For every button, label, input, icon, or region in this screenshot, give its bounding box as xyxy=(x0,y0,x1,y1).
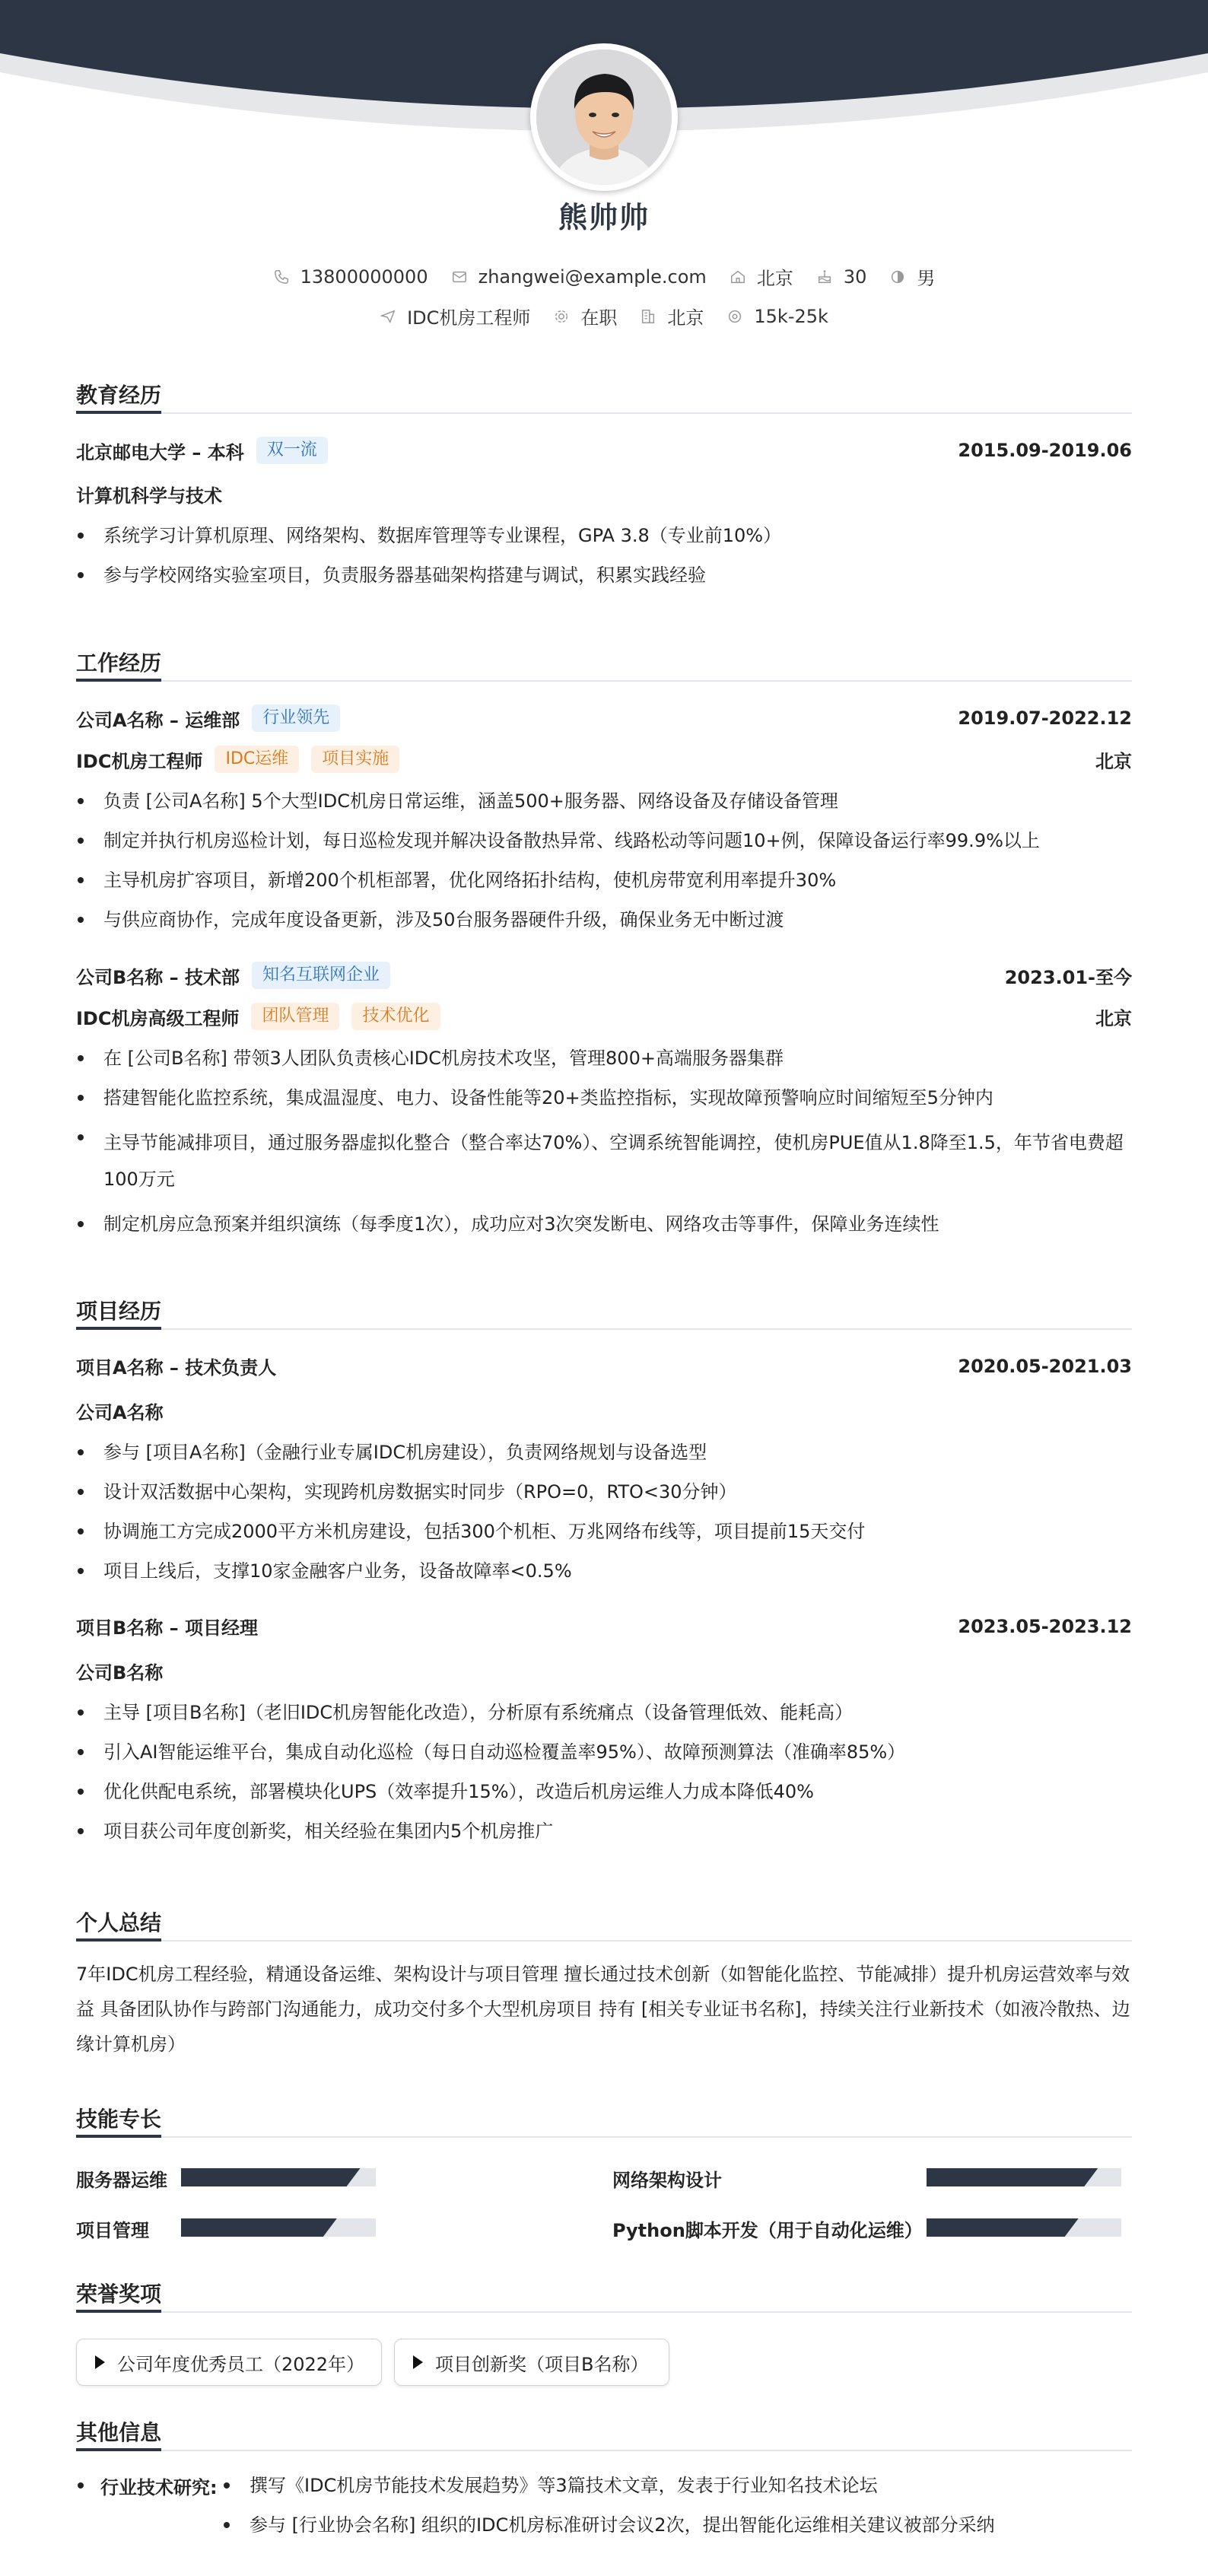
role-tag: 团队管理 xyxy=(251,1003,339,1030)
list-item: 撰写《IDC机房节能技术发展趋势》等3篇技术文章，发表于行业知名技术论坛 xyxy=(222,2473,1132,2498)
list-item: 项目获公司年度创新奖，相关经验在集团内5个机房推广 xyxy=(76,1818,1132,1844)
cake-icon xyxy=(816,269,833,285)
age-text: 30 xyxy=(843,266,867,288)
list-item: 优化供配电系统，部署模块化UPS（效率提升15%），改造后机房运维人力成本降低40% xyxy=(76,1779,1132,1805)
contact-row xyxy=(0,263,1208,290)
job-title-item xyxy=(380,303,530,329)
skill-label: 服务器运维 xyxy=(76,2170,167,2191)
company-tag: 知名互联网企业 xyxy=(252,962,390,989)
status-text: 在职 xyxy=(580,307,618,329)
skill-bar-fill xyxy=(927,2168,1098,2186)
company-tag: 行业领先 xyxy=(252,704,340,732)
gear-icon xyxy=(553,308,570,325)
work-section xyxy=(76,647,1132,1237)
list-item: 协调施工方完成2000平方米机房建设，包括300个机柜、万兆网络布线等，项目提前15天交付 xyxy=(76,1519,1132,1544)
job-location: 北京 xyxy=(1095,1007,1132,1029)
skill-label: 网络架构设计 xyxy=(612,2170,722,2191)
list-item: 系统学习计算机原理、网络架构、数据库管理等专业课程，GPA 3.8（专业前10%） xyxy=(76,523,1132,549)
major: 计算机科学与技术 xyxy=(76,485,222,507)
award-text: 公司年度优秀员工（2022年） xyxy=(117,2353,365,2375)
hometown-item xyxy=(730,263,793,290)
phone-icon xyxy=(273,269,290,285)
job-role-row xyxy=(76,1003,1132,1030)
gender-icon xyxy=(889,269,906,285)
skill-label: 项目管理 xyxy=(76,2220,149,2241)
education-bullets xyxy=(76,523,1132,588)
job-role-row xyxy=(76,746,1132,773)
skill-bar-track xyxy=(927,2218,1121,2237)
award-text: 项目创新奖（项目B名称） xyxy=(435,2353,649,2375)
list-item: 项目上线后，支撑10家金融客户业务，设备故障率<0.5% xyxy=(76,1558,1132,1584)
mail-icon xyxy=(451,269,468,285)
project-bullets xyxy=(76,1700,1132,1844)
list-item: 主导 [项目B名称]（老旧IDC机房智能化改造），分析原有系统痛点（设备管理低效、能耗高） xyxy=(76,1700,1132,1725)
list-item: 参与 [项目A名称]（金融行业专属IDC机房建设），负责网络规划与设备选型 xyxy=(76,1439,1132,1465)
skill-bar-track xyxy=(927,2168,1121,2186)
section-title: 工作经历 xyxy=(76,647,1132,682)
job-header xyxy=(76,704,1132,732)
school-tag: 双一流 xyxy=(256,437,328,464)
project-bullets xyxy=(76,1439,1132,1584)
summary-section xyxy=(76,1907,1132,2062)
job-title-text: IDC机房工程师 xyxy=(407,307,531,329)
triangle-icon xyxy=(413,2355,423,2369)
education-header xyxy=(76,437,1132,464)
gender-text: 男 xyxy=(917,268,936,289)
gender-item xyxy=(889,263,935,290)
bullet-dot xyxy=(78,2482,84,2489)
other-label-wrap xyxy=(76,2473,218,2499)
skill-bar-track xyxy=(181,2168,376,2186)
other-content xyxy=(76,2473,1132,2556)
project-org: 公司B名称 xyxy=(76,1662,164,1684)
candidate-name: 熊帅帅 xyxy=(558,201,650,234)
skill-bar-track xyxy=(181,2218,376,2237)
triangle-icon xyxy=(95,2355,105,2369)
list-item: 制定机房应急预案并组织演练（每季度1次），成功应对3次突发断电、网络攻击等事件，保障业务连续性 xyxy=(76,1211,1132,1237)
list-item: 参与 [行业协会名称] 组织的IDC机房标准研讨会议2次，提出智能化运维相关建议被部分采纳 xyxy=(222,2512,1132,2538)
project-name: 项目B名称 – 项目经理 xyxy=(76,1617,259,1639)
phone-item xyxy=(273,266,428,288)
role-tag: 技术优化 xyxy=(351,1003,440,1030)
summary-text: 7年IDC机房工程经验，精通设备运维、架构设计与项目管理 擅长通过技术创新（如智能化监控、节能减排）提升机房运营效率与效益 具备团队协作与跨部门沟通能力，成功交付多个大型机房项目 持有 [相关专业证书名称]，持续关注行业新技术（如液冷散热、边缘计算机房） xyxy=(76,1964,1130,2055)
award-item xyxy=(394,2339,669,2386)
education-section xyxy=(76,379,1132,588)
other-label: 行业技术研究: xyxy=(100,2477,218,2498)
avatar xyxy=(530,43,678,191)
job-intent-row xyxy=(0,303,1208,329)
project-header xyxy=(76,1613,1132,1639)
list-item: 搭建智能化监控系统，集成温湿度、电力、设备性能等20+类监控指标，实现故障预警响应时间缩短至5分钟内 xyxy=(76,1085,1132,1111)
section-title: 技能专长 xyxy=(76,2103,1132,2138)
list-item: 制定并执行机房巡检计划，每日巡检发现并解决设备散热异常、线路松动等问题10+例，保障设备运行率99.9%以上 xyxy=(76,828,1132,854)
role-tag: 项目实施 xyxy=(311,746,399,773)
project-org: 公司A名称 xyxy=(76,1402,164,1423)
job-date: 2019.07-2022.12 xyxy=(958,708,1132,729)
section-title: 个人总结 xyxy=(76,1907,1132,1942)
email-item xyxy=(451,266,707,288)
school-name: 北京邮电大学 – 本科 xyxy=(76,441,244,463)
job-role: IDC机房工程师 xyxy=(76,750,203,772)
salary-item xyxy=(726,306,828,327)
list-item: 在 [公司B名称] 带领3人团队负责核心IDC机房技术攻坚，管理800+高端服务器集群 xyxy=(76,1045,1132,1071)
project-date: 2023.05-2023.12 xyxy=(958,1615,1132,1637)
section-title: 项目经历 xyxy=(76,1295,1132,1330)
skill-bar-fill xyxy=(927,2218,1079,2237)
award-item xyxy=(76,2339,382,2386)
other-bullets xyxy=(222,2473,1132,2538)
list-item: 引入AI智能运维平台，集成自动化巡检（每日自动巡检覆盖率95%）、故障预测算法（准确率85%） xyxy=(76,1739,1132,1765)
job-date: 2023.01-至今 xyxy=(1004,966,1132,988)
job-header xyxy=(76,962,1132,989)
list-item: 参与学校网络实验室项目，负责服务器基础架构搭建与调试，积累实践经验 xyxy=(76,562,1132,588)
other-section xyxy=(76,2416,1132,2556)
section-title: 荣誉奖项 xyxy=(76,2278,1132,2313)
job-role: IDC机房高级工程师 xyxy=(76,1007,240,1029)
skill-bar-fill xyxy=(181,2218,337,2237)
skill-bar-fill xyxy=(181,2168,361,2186)
coin-icon xyxy=(726,308,743,325)
home-icon xyxy=(730,269,746,285)
skills-section xyxy=(76,2103,1132,2241)
education-date: 2015.09-2019.06 xyxy=(958,440,1132,461)
list-item: 与供应商协作，完成年度设备更新，涉及50台服务器硬件升级，确保业务无中断过渡 xyxy=(76,907,1132,933)
skill-label: Python脚本开发（用于自动化运维） xyxy=(612,2220,923,2241)
project-date: 2020.05-2021.03 xyxy=(958,1355,1132,1377)
list-item: 设计双活数据中心架构，实现跨机房数据实时同步（RPO=0，RTO<30分钟） xyxy=(76,1479,1132,1505)
send-icon xyxy=(380,308,396,325)
awards-section xyxy=(76,2278,1132,2392)
email-text: zhangwei@example.com xyxy=(478,266,707,288)
age-item xyxy=(816,266,867,288)
project-name: 项目A名称 – 技术负责人 xyxy=(76,1357,277,1379)
projects-section xyxy=(76,1295,1132,1844)
section-title: 教育经历 xyxy=(76,379,1132,414)
job-bullets xyxy=(76,788,1132,933)
city-text: 北京 xyxy=(667,307,704,329)
list-item: 主导节能减排项目，通过服务器虚拟化整合（整合率达70%）、空调系统智能调控，使机房PUE值从1.8降至1.5，年节省电费超100万元 xyxy=(76,1124,1132,1197)
list-item: 负责 [公司A名称] 5个大型IDC机房日常运维，涵盖500+服务器、网络设备及存储设备管理 xyxy=(76,788,1132,814)
job-bullets xyxy=(76,1045,1132,1237)
status-item xyxy=(553,303,617,329)
company-name: 公司A名称 – 运维部 xyxy=(76,709,240,731)
list-item: 主导机房扩容项目，新增200个机柜部署，优化网络拓扑结构，使机房带宽利用率提升30% xyxy=(76,867,1132,893)
project-header xyxy=(76,1353,1132,1379)
section-title: 其他信息 xyxy=(76,2416,1132,2451)
role-tag: IDC运维 xyxy=(215,746,299,773)
phone-text: 13800000000 xyxy=(300,266,428,288)
job-location: 北京 xyxy=(1095,750,1132,772)
hometown-text: 北京 xyxy=(756,268,793,289)
city-item xyxy=(640,303,704,329)
salary-text: 15k-25k xyxy=(754,305,828,327)
building-icon xyxy=(640,308,656,325)
company-name: 公司B名称 – 技术部 xyxy=(76,966,240,988)
